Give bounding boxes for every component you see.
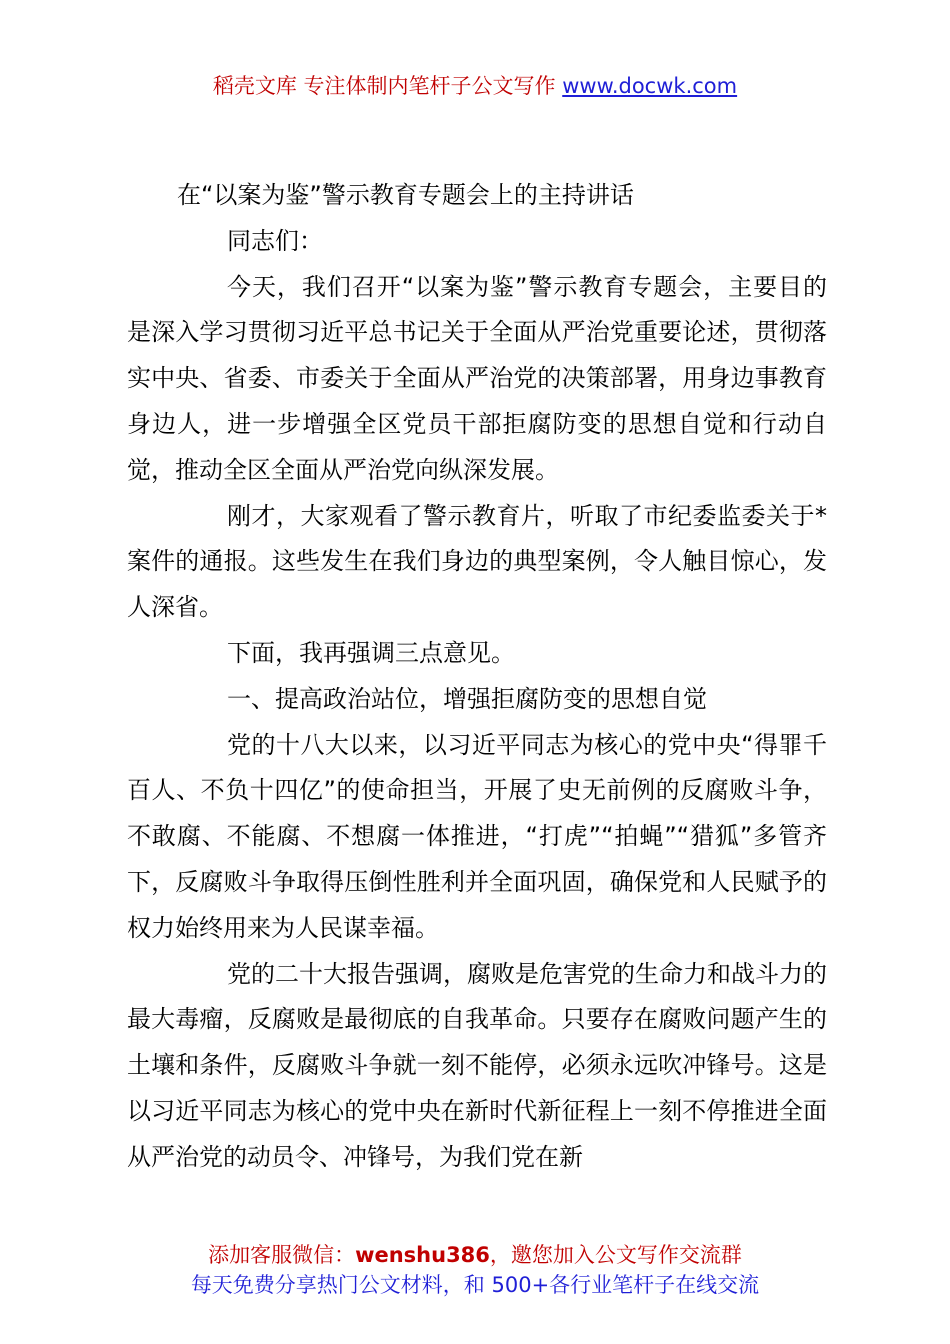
paragraph: 下面，我再强调三点意见。 <box>227 638 515 667</box>
footer-line-1 <box>0 1240 950 1270</box>
page-header <box>0 70 950 100</box>
paragraph: 今天，我们召开“以案为鉴”警示教育专题会，主要目的是深入学习贯彻习近平总书记关于全面从严治党重要论述，贯彻落实中央、省委、市委关于全面从严治党的决策部署，用身边事教育身边人，进一步增强全区党员干部拒腐防变的思想自觉和行动自觉，推动全区全面从严治党向纵深发展。 <box>127 272 827 484</box>
header-website-link[interactable]: www.docwk.com <box>562 74 738 98</box>
paragraph: 刚才，大家观看了警示教育片，听取了市纪委监委关于*案件的通报。这些发生在我们身边的典型案例，令人触目惊心，发人深省。 <box>127 501 827 622</box>
footer-wechat-id: wenshu386 <box>355 1243 490 1267</box>
header-brand-text: 稻壳文库 专注体制内笔杆子公文写作 <box>212 74 563 98</box>
document-title: 在“以案为鉴”警示教育专题会上的主持讲话 <box>177 181 634 209</box>
footer-wechat-prefix: 添加客服微信： <box>208 1243 356 1267</box>
section-heading: 一、提高政治站位，增强拒腐防变的思想自觉 <box>227 684 707 713</box>
paragraph-salutation: 同志们： <box>227 226 323 255</box>
document-body <box>127 173 827 1181</box>
footer-line-2: 每天免费分享热门公文材料，和 500+各行业笔杆子在线交流 <box>190 1273 760 1297</box>
page-footer <box>0 1240 950 1300</box>
paragraph: 党的十八大以来，以习近平同志为核心的党中央“得罪千百人、不负十四亿”的使命担当，开展了史无前例的反腐败斗争，不敢腐、不能腐、不想腐一体推进，“打虎”“拍蝇”“猎狐”多管齐下，反腐败斗争取得压倒性胜利并全面巩固，确保党和人民赋予的权力始终用来为人民谋幸福。 <box>127 730 827 942</box>
paragraph: 党的二十大报告强调，腐败是危害党的生命力和战斗力的最大毒瘤，反腐败是最彻底的自我革命。只要存在腐败问题产生的土壤和条件，反腐败斗争就一刻不能停，必须永远吹冲锋号。这是以习近平同志为核心的党中央在新时代新征程上一刻不停推进全面从严治党的动员令、冲锋号，为我们党在新 <box>127 959 827 1171</box>
footer-wechat-suffix: ，邀您加入公文写作交流群 <box>489 1243 742 1267</box>
